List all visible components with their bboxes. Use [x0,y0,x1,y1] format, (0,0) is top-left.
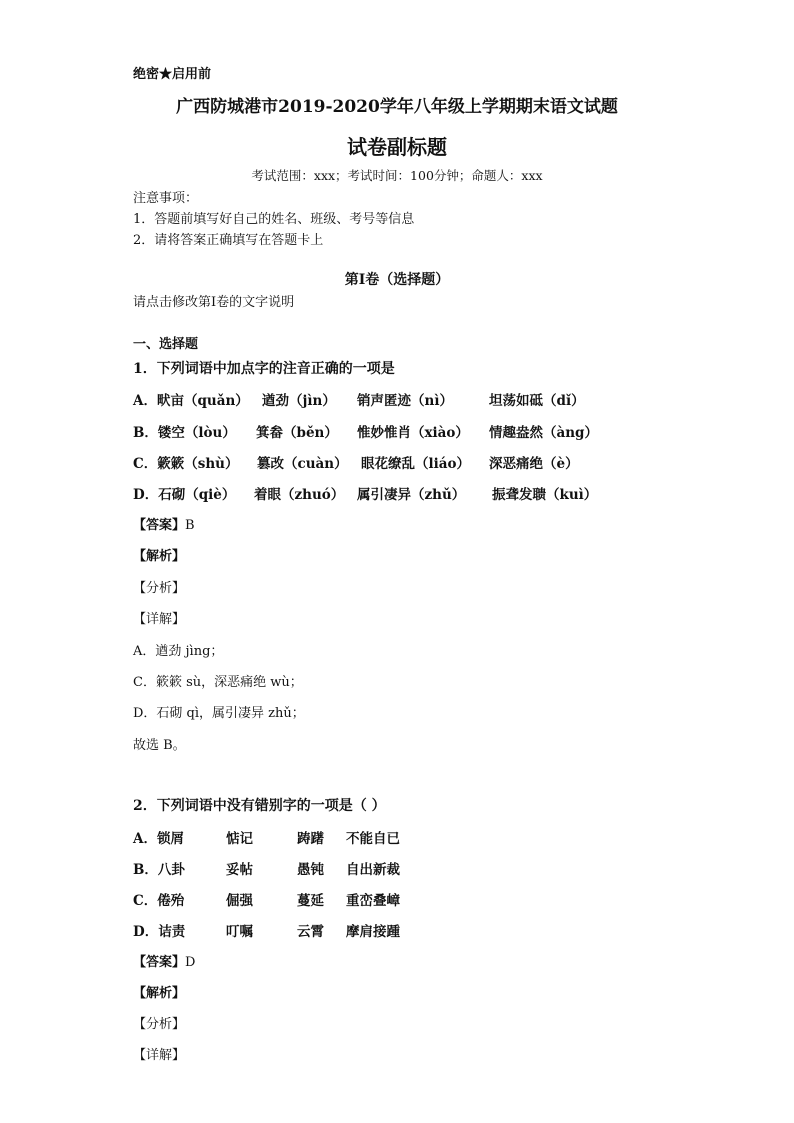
q1-analysis-label: 【解析】 [133,549,186,564]
option-item: 踌躇 [297,831,324,847]
q1-detail-line: 故选 B。 [133,738,186,753]
option-item: B．镂空（lòu） [133,425,236,441]
q1-detail-label: 【详解】 [133,612,186,627]
notes-item: 2．请将答案正确填写在答题卡上 [133,233,324,248]
q2-fenxi-label: 【分析】 [133,1017,186,1032]
option-item: C．簌簌（shù） [133,456,239,472]
option-item: A．锁屑 [133,831,184,847]
notes-heading: 注意事项： [133,191,199,206]
option-item: 惟妙惟肖（xiào） [357,425,469,441]
exam-subtitle: 试卷副标题 [347,135,447,159]
answer-label: 【答案】 [133,518,186,533]
q2-answer [133,951,195,970]
option-item: B．八卦 [133,862,185,878]
option-item: 遒劲（jìn） [262,393,336,409]
answer-label: 【答案】 [133,955,186,970]
q2-stem: 2．下列词语中没有错别字的一项是（ ） [133,798,386,814]
q2-detail-label: 【详解】 [133,1048,186,1063]
option-item: 云霄 [297,924,324,940]
q1-stem: 1．下列词语中加点字的注音正确的一项是 [133,361,395,377]
option-item: 妥帖 [226,862,253,878]
option-item: 篡改（cuàn） [257,456,348,472]
q1-detail-line: C．簌簌 sù，深恶痛绝 wù； [133,675,303,690]
exam-info: 考试范围：xxx；考试时间：100分钟；命题人：xxx [251,168,543,183]
option-item: 属引凄异（zhǔ） [357,487,466,503]
option-item: D．诘责 [133,924,186,940]
option-item: 坦荡如砥（dǐ） [489,393,585,409]
option-item: D．石砌（qiè） [133,487,236,503]
option-item: 情趣盎然（àng） [489,425,599,441]
option-item: 销声匿迹（nì） [357,393,453,409]
q2-analysis-label: 【解析】 [133,986,186,1001]
option-item: 愚钝 [297,862,324,878]
q1-detail-line: A．遒劲 jìng； [133,644,224,659]
option-item: 自出新裁 [346,862,400,878]
option-item: 倔强 [226,893,253,909]
option-item: A．畎亩（quǎn） [133,393,249,409]
answer-value: B [185,518,195,533]
option-item: 眼花缭乱（liáo） [361,456,471,472]
answer-value: D [185,955,196,970]
part1-heading: 第I卷（选择题） [344,272,450,288]
option-item: 振聋发聩（kuì） [492,487,598,503]
option-item: 惦记 [226,831,253,847]
part1-description: 请点击修改第I卷的文字说明 [133,295,295,310]
q1-answer [133,514,195,533]
option-item: 摩肩接踵 [346,924,400,940]
option-item: 着眼（zhuó） [254,487,345,503]
notes-item: 1．答题前填写好自己的姓名、班级、考号等信息 [133,212,415,227]
option-item: 蔓延 [297,893,324,909]
option-item: C．倦殆 [133,893,185,909]
option-item: 深恶痛绝（è） [489,456,579,472]
exam-title: 广西防城港市2019-2020学年八年级上学期期末语文试题 [176,97,618,117]
option-item: 重峦叠嶂 [346,893,400,909]
section-heading: 一、选择题 [133,337,199,352]
option-item: 叮嘱 [226,924,253,940]
secret-mark: 绝密★启用前 [133,67,212,82]
option-item: 不能自已 [346,831,400,847]
q1-fenxi-label: 【分析】 [133,581,186,596]
option-item: 箕畚（běn） [256,425,338,441]
q1-detail-line: D．石砌 qì，属引凄异 zhǔ； [133,706,305,721]
